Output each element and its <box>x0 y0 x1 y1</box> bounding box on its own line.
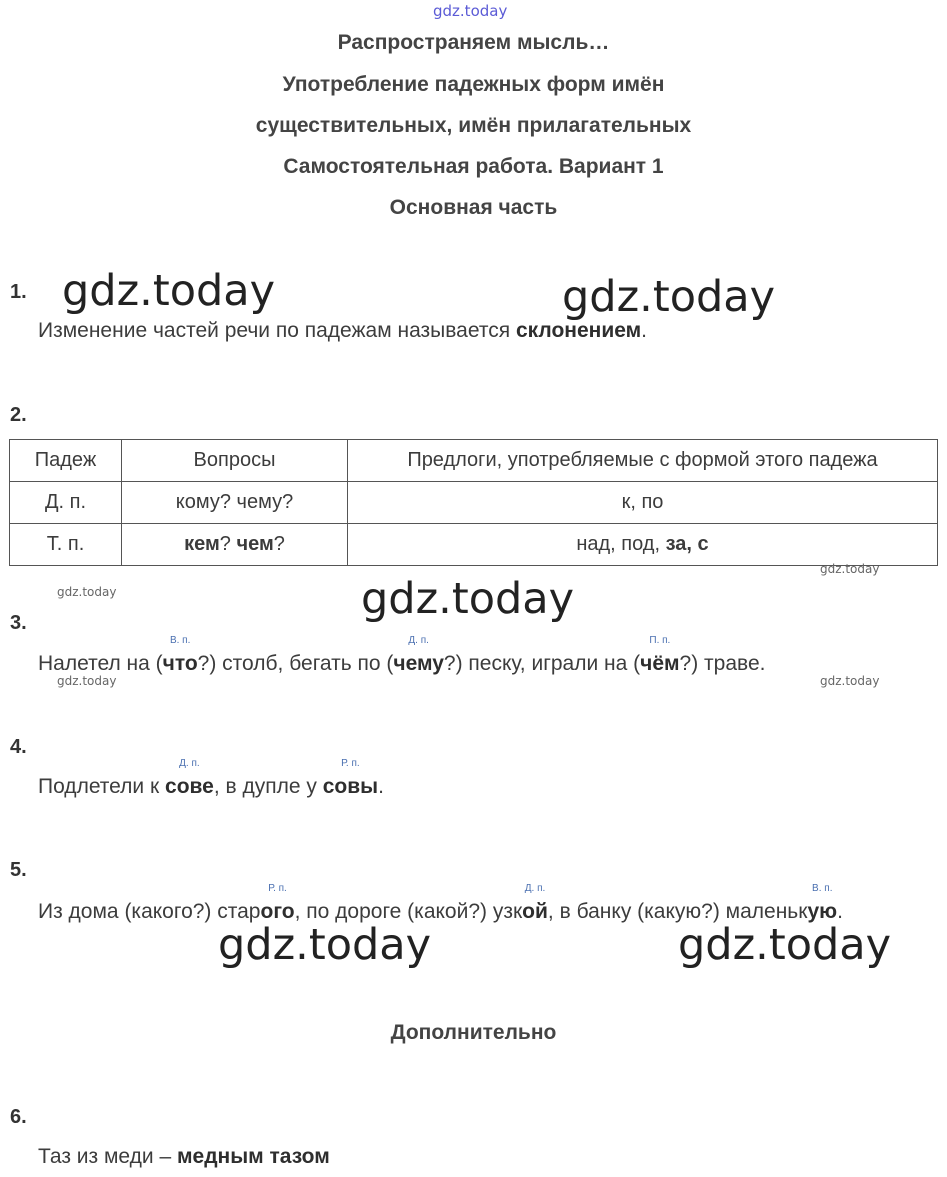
table-cell: над, под, за, с <box>348 524 938 566</box>
case-label: В. п. <box>169 635 191 646</box>
watermark-small: gdz.today <box>57 585 117 599</box>
watermark: gdz.today <box>62 266 276 316</box>
heading-4: Самостоятельная работа. Вариант 1 <box>283 155 664 178</box>
table-header-cell: Вопросы <box>122 440 348 482</box>
task6-number: 6. <box>10 1106 27 1128</box>
table-header-cell: Предлоги, употребляемые с формой этого падежа <box>348 440 938 482</box>
table-row <box>10 524 938 566</box>
heading-3: существительных, имён прилагательных <box>255 114 692 137</box>
heading-2: Употребление падежных форм имён <box>282 73 665 96</box>
heading-5: Основная часть <box>389 196 558 219</box>
task4-number: 4. <box>10 736 27 758</box>
task1-number: 1. <box>10 281 27 303</box>
watermark: gdz.today <box>678 920 892 970</box>
table-cell: кем? чем? <box>122 524 348 566</box>
case-label: Д. п. <box>408 635 429 646</box>
task5-number: 5. <box>10 859 27 881</box>
table-header-row <box>10 440 938 482</box>
table-cell: к, по <box>348 482 938 524</box>
task2-number: 2. <box>10 404 27 426</box>
case-label: П. п. <box>649 635 671 646</box>
heading-1: Распространяем мысль… <box>337 31 610 54</box>
task6-text: Таз из меди – медным тазом <box>38 1145 330 1168</box>
case-label: В. п. <box>812 883 833 894</box>
watermark-top: gdz.today <box>433 2 508 20</box>
task4-text: Подлетели к Д. п. сове, в дупле у Р. п. совы. <box>38 758 384 798</box>
watermark: gdz.today <box>562 272 776 322</box>
watermark: gdz.today <box>218 920 432 970</box>
task5-text: Из дома (какого?) стар Р. п. ого, по дороге (какой?) узк Д. п. ой, в банку (какую?) маленьк В. п. ую. <box>38 883 843 923</box>
case-table <box>9 439 938 566</box>
case-label: Р. п. <box>268 883 287 894</box>
table-cell: Д. п. <box>10 482 122 524</box>
watermark-small: gdz.today <box>820 674 880 688</box>
table-cell: кому? чему? <box>122 482 348 524</box>
table-cell: Т. п. <box>10 524 122 566</box>
watermark-small: gdz.today <box>57 674 117 688</box>
table-header-cell: Падеж <box>10 440 122 482</box>
watermark-small: gdz.today <box>820 562 880 576</box>
table-row <box>10 482 938 524</box>
section-title-additional: Дополнительно <box>390 1021 557 1044</box>
task3-number: 3. <box>10 612 27 634</box>
task1-text: Изменение частей речи по падежам называется склонением. <box>38 319 648 342</box>
case-label: Р. п. <box>341 758 360 769</box>
task3-text: Налетел на ( В. п. что?) столб, бегать по ( Д. п. чему?) песку, играли на ( П. п. чём?) траве. <box>38 635 766 675</box>
watermark: gdz.today <box>361 574 575 624</box>
case-label: Д. п. <box>524 883 546 894</box>
case-label: Д. п. <box>179 758 200 769</box>
